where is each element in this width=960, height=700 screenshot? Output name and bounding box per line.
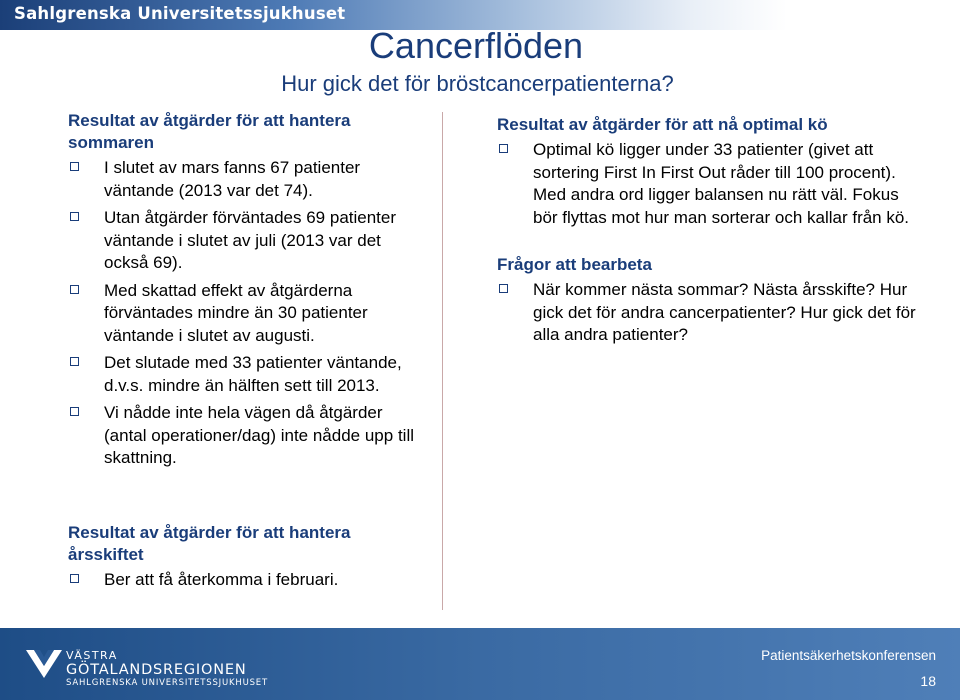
square-bullet-icon — [70, 574, 79, 583]
conference-name: Patientsäkerhetskonferensen — [761, 648, 936, 663]
list-item — [68, 402, 428, 470]
list-item — [68, 569, 428, 592]
page-title: Cancerflöden — [368, 25, 584, 66]
right-bullet-list-2 — [497, 279, 917, 347]
square-bullet-icon — [70, 407, 79, 416]
left-bullet-list — [68, 157, 428, 470]
square-bullet-icon — [70, 357, 79, 366]
page-number: 18 — [920, 673, 936, 689]
left-column — [68, 110, 428, 475]
list-item-text: Ber att få återkomma i februari. — [104, 570, 339, 589]
left-bullet-list-2 — [68, 569, 428, 592]
left-heading: Resultat av åtgärder för att hantera sommaren — [68, 111, 351, 152]
square-bullet-icon — [70, 285, 79, 294]
list-item — [68, 207, 428, 275]
list-item — [68, 157, 428, 202]
vgr-logo-text — [66, 650, 268, 689]
square-bullet-icon — [70, 212, 79, 221]
right-column — [497, 114, 917, 352]
left-bottom-section — [68, 522, 428, 597]
page-subtitle: Hur gick det för bröstcancerpatienterna? — [281, 71, 674, 96]
list-item — [68, 352, 428, 397]
logo-line-3: SAHLGRENSKA UNIVERSITETSSJUKHUSET — [66, 678, 268, 688]
list-item-text: I slutet av mars fanns 67 patienter väntande (2013 var det 74). — [104, 158, 361, 200]
list-item-text: Optimal kö ligger under 33 patienter (givet att sortering First In First Out råder till 100 procent). Med andra ord ligger balansen nu rätt väl. Fokus bör flyttas mot hur man sorterar och kallar från kö. — [533, 140, 910, 227]
square-bullet-icon — [499, 144, 508, 153]
list-item-text: Vi nådde inte hela vägen då åtgärder (antal operationer/dag) inte nådde upp till skattning. — [104, 403, 414, 467]
vgr-logo-icon — [24, 644, 64, 684]
column-divider — [442, 112, 443, 610]
list-item — [497, 279, 917, 347]
square-bullet-icon — [70, 162, 79, 171]
list-item-text: Utan åtgärder förväntades 69 patienter väntande i slutet av juli (2013 var det också 69). — [104, 208, 397, 272]
logo-line-1: VÄSTRA — [66, 649, 118, 662]
list-item-text: När kommer nästa sommar? Nästa årsskifte? Hur gick det för andra cancerpatienter? Hur gick det för alla andra patienter? — [533, 280, 916, 344]
logo-line-2: GÖTALANDSREGIONEN — [66, 662, 247, 678]
right-heading-2: Frågor att bearbeta — [497, 255, 652, 274]
left-heading-2: Resultat av åtgärder för att hantera årsskiftet — [68, 523, 351, 564]
list-item — [68, 280, 428, 348]
list-item — [497, 139, 917, 229]
list-item-text: Med skattad effekt av åtgärderna förväntades mindre än 30 patienter väntande i slutet av augusti. — [104, 280, 368, 345]
right-heading: Resultat av åtgärder för att nå optimal kö — [497, 115, 828, 134]
square-bullet-icon — [499, 284, 508, 293]
org-name: Sahlgrenska Universitetssjukhuset — [14, 4, 346, 23]
right-bullet-list — [497, 139, 917, 229]
list-item-text: Det slutade med 33 patienter väntande, d.v.s. mindre än hälften sett till 2013. — [104, 353, 402, 395]
